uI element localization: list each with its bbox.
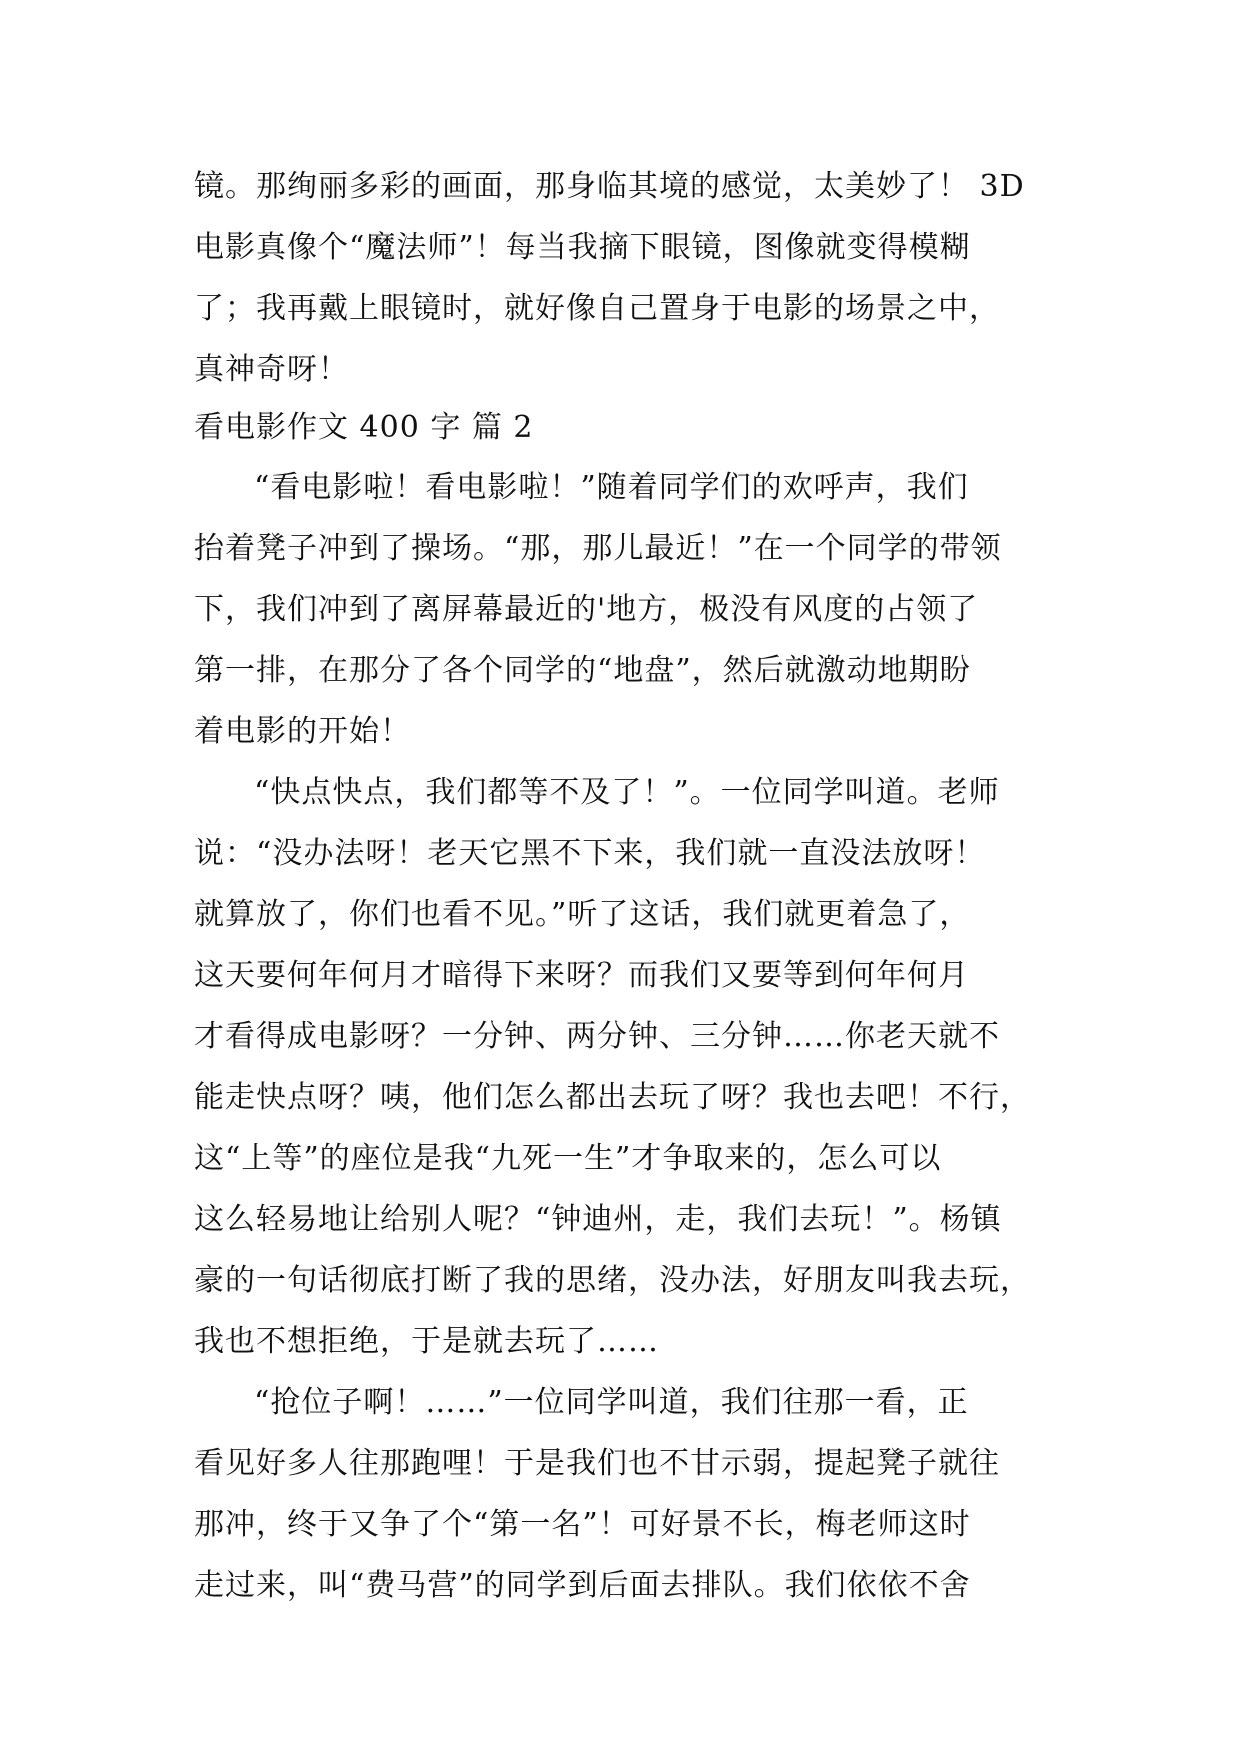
- text-line: 看见好多人往那跑哩！于是我们也不甘示弱，提起凳子就往: [194, 1446, 1000, 1481]
- text-line: 着电影的开始！: [194, 714, 411, 749]
- text-line: 这天要何年何月才暗得下来呀？而我们又要等到何年何月: [194, 958, 969, 993]
- paragraph-start: “抢位子啊！……”一位同学叫道，我们往那一看，正: [254, 1385, 969, 1420]
- text-line: 说：“没办法呀！老天它黑不下来，我们就一直没法放呀！: [194, 836, 986, 871]
- text-line: 能走快点呀？咦，他们怎么都出去玩了呀？我也去吧！不行，: [194, 1080, 1031, 1115]
- paragraph-start: “快点快点，我们都等不及了！”。一位同学叫道。老师: [254, 775, 1000, 810]
- paragraph-start: “看电影啦！看电影啦！”随着同学们的欢呼声，我们: [254, 470, 969, 505]
- text-line: 这么轻易地让给别人呢？“钟迪州，走，我们去玩！”。杨镇: [194, 1202, 1002, 1237]
- text-line: 豪的一句话彻底打断了我的思绪，没办法，好朋友叫我去玩，: [194, 1263, 1031, 1298]
- text-line: 镜。那绚丽多彩的画面，那身临其境的感觉，太美妙了！ 3D: [194, 169, 1025, 204]
- text-line: 电影真像个“魔法师”！每当我摘下眼镜，图像就变得模糊: [194, 230, 971, 265]
- text-line: 那冲，终于又争了个“第一名”！可好景不长，梅老师这时: [194, 1507, 971, 1542]
- text-line: 真神奇呀！: [194, 352, 349, 387]
- text-line: 了；我再戴上眼镜时，就好像自己置身于电影的场景之中，: [194, 291, 1000, 326]
- text-line: 抬着凳子冲到了操场。“那，那儿最近！”在一个同学的带领: [194, 531, 1002, 566]
- text-line: 才看得成电影呀？一分钟、两分钟、三分钟……你老天就不: [194, 1019, 1000, 1054]
- text-line: 走过来，叫“费马营”的同学到后面去排队。我们依依不舍: [194, 1568, 971, 1603]
- text-line: 这“上等”的座位是我“九死一生”才争取来的，怎么可以: [194, 1141, 942, 1176]
- section-heading: 看电影作文 400 字 篇 2: [194, 410, 534, 445]
- text-line: 下，我们冲到了离屏幕最近的'地方，极没有风度的占领了: [194, 592, 979, 627]
- text-line: 我也不想拒绝，于是就去玩了……: [194, 1324, 659, 1359]
- text-line: 就算放了，你们也看不见。”听了这话，我们就更着急了，: [194, 897, 971, 932]
- text-line: 第一排，在那分了各个同学的“地盘”，然后就激动地期盼: [194, 653, 971, 688]
